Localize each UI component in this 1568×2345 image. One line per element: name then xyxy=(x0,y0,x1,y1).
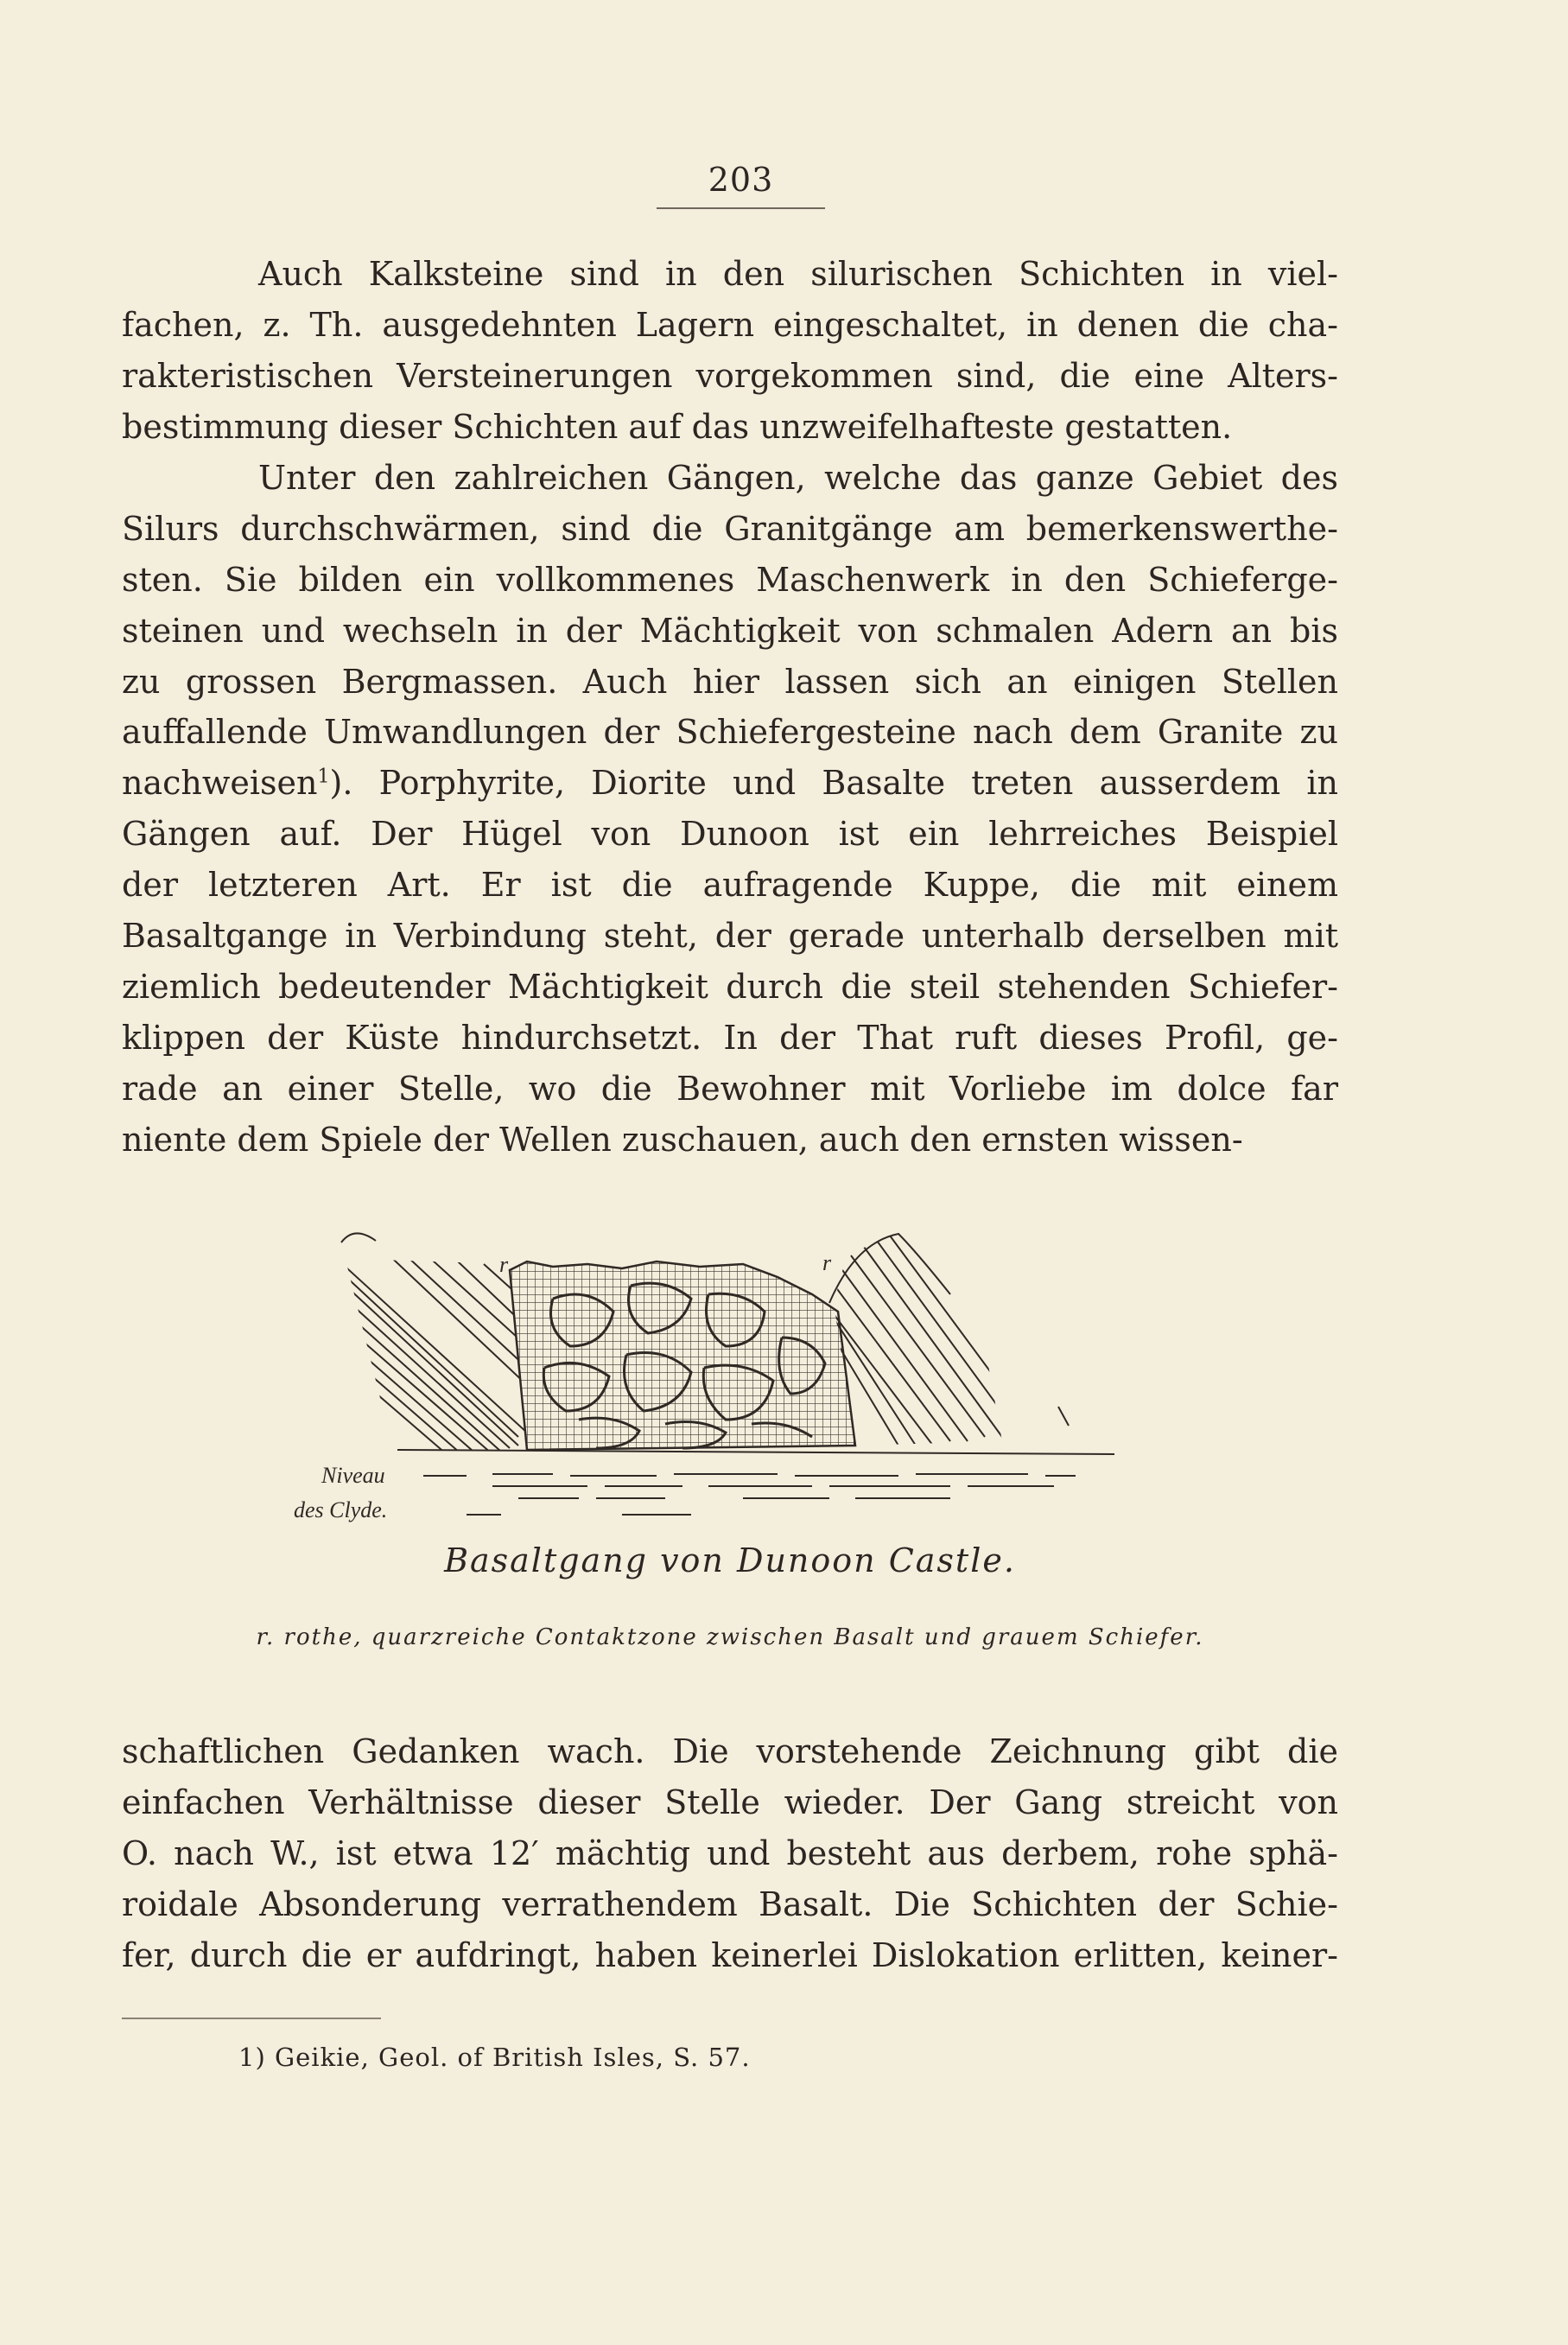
footnote-marker[interactable]: 1 xyxy=(317,766,330,788)
paragraph-2-line-4: steinen und wechseln in der Mächtigkeit von schmalen Adern an bis xyxy=(122,611,1338,650)
paragraph-3-line-2: einfachen Verhältnisse dieser Stelle wieder. Der Gang streicht von xyxy=(122,1783,1338,1821)
text-line-7-rest: ). Porphyrite, Diorite und Basalte treten ausserdem in xyxy=(329,764,1338,803)
paragraph-2-line-14: niente dem Spiele der Wellen zuschauen, auch den ernsten wissen- xyxy=(122,1120,1243,1159)
paragraph-2-line-3: sten. Sie bilden ein vollkommenes Maschenwerk in den Schieferge- xyxy=(122,560,1338,599)
footnote-1: 1) Geikie, Geol. of British Isles, S. 57. xyxy=(238,2043,751,2072)
text-nachweisen: nachweisen xyxy=(122,764,318,803)
paragraph-1-line-3: rakteristischen Versteinerungen vorgekommen sind, die eine Alters- xyxy=(122,356,1338,395)
paragraph-1-line-4: bestimmung dieser Schichten auf das unzweifelhafteste gestatten. xyxy=(122,407,1233,446)
paragraph-2 xyxy=(122,453,1338,1165)
paragraph-2-line-1: Unter den zahlreichen Gängen, welche das ganze Gebiet des xyxy=(258,459,1338,497)
paragraph-2-line-8: Gängen auf. Der Hügel von Dunoon ist ein lehrreiches Beispiel xyxy=(122,815,1338,854)
ground-line xyxy=(397,1450,1114,1454)
figure-basalt-dike xyxy=(294,1217,1114,1528)
paragraph-1 xyxy=(122,249,1338,453)
label-des-clyde: des Clyde. xyxy=(294,1497,388,1522)
paragraph-3-line-1: schaftlichen Gedanken wach. Die vorstehende Zeichnung gibt die xyxy=(122,1732,1338,1770)
paragraph-3-line-5: fer, durch die er aufdringt, haben keinerlei Dislokation erlitten, keiner- xyxy=(122,1935,1338,1974)
water-surface xyxy=(423,1474,1076,1515)
paragraph-3 xyxy=(122,1726,1338,1980)
paragraph-2-line-10: Basaltgange in Verbindung steht, der gerade unterhalb derselben mit xyxy=(122,917,1338,956)
left-schist-strata xyxy=(328,1247,527,1460)
label-niveau: Niveau xyxy=(321,1463,385,1488)
footnote-divider xyxy=(122,2018,381,2019)
paragraph-2-line-11: ziemlich bedeutender Mächtigkeit durch die steil stehenden Schiefer- xyxy=(122,967,1338,1006)
page-number: 203 xyxy=(657,161,825,209)
paragraph-2-line-6: auffallende Umwandlungen der Schiefergesteine nach dem Granite zu xyxy=(122,713,1338,752)
left-outcrop-outline xyxy=(341,1233,376,1242)
paragraph-3-line-4: roidale Absonderung verrathendem Basalt. Die Schichten der Schie- xyxy=(122,1884,1338,1923)
paragraph-1-line-2: fachen, z. Th. ausgedehnten Lagern eingeschaltet, in denen die cha- xyxy=(122,305,1338,344)
label-r-left: r xyxy=(499,1252,509,1277)
paragraph-2-line-9: der letzteren Art. Er ist die aufragende Kuppe, die mit einem xyxy=(122,866,1338,905)
label-r-right: r xyxy=(822,1250,832,1275)
paragraph-3-line-3: O. nach W., ist etwa 12′ mächtig und besteht aus derbem, rohe sphä- xyxy=(122,1833,1338,1872)
paragraph-2-line-12: klippen der Küste hindurchsetzt. In der That ruft dieses Profil, ge- xyxy=(122,1018,1338,1057)
paragraph-1-line-1: Auch Kalksteine sind in den silurischen Schichten in viel- xyxy=(258,255,1338,293)
figure-subcaption: r. rothe, quarzreiche Contaktzone zwischen Basalt und grauem Schiefer. xyxy=(256,1624,1204,1650)
figure-caption: Basaltgang von Dunoon Castle. xyxy=(444,1541,1016,1579)
paragraph-2-line-13: rade an einer Stelle, wo die Bewohner mit Vorliebe im dolce far xyxy=(122,1069,1338,1108)
paragraph-2-line-5: zu grossen Bergmassen. Auch hier lassen sich an einigen Stellen xyxy=(122,662,1338,701)
basalt-dike-drawing xyxy=(294,1217,1114,1528)
paragraph-2-line-2: Silurs durchschwärmen, sind die Granitgänge am bemerkenswerthe- xyxy=(122,509,1338,548)
paragraph-2-line-7 xyxy=(122,758,1338,809)
